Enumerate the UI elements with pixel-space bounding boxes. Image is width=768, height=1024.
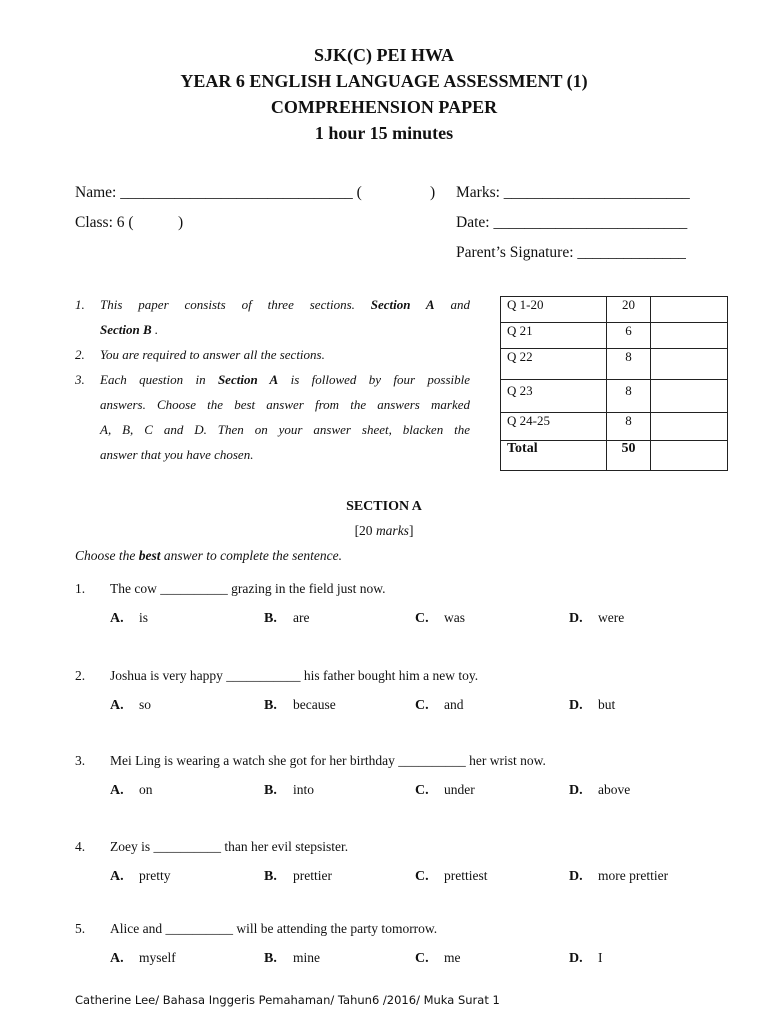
option-text: pretty (139, 868, 171, 883)
table-cell-question: Q 22 (501, 349, 607, 380)
date-field: Date: _________________________ (456, 214, 688, 231)
answer-option (110, 950, 176, 967)
table-cell-total-value: 50 (607, 441, 651, 471)
table-cell-marks: 8 (607, 380, 651, 413)
table-cell-score (651, 441, 728, 471)
answer-option (415, 950, 461, 967)
instruction-1-line-2: Section B . (100, 322, 159, 337)
question-number: 5. (75, 921, 86, 936)
paper-title: COMPREHENSION PAPER (270, 97, 498, 117)
option-text: more prettier (598, 868, 669, 883)
question-text: Zoey is __________ than her evil stepsister. (110, 839, 349, 854)
table-cell-marks: 8 (607, 413, 651, 441)
option-text: mine (293, 950, 320, 965)
instruction-3-line-4: answer that you have chosen. (100, 447, 254, 462)
option-letter: C. (415, 869, 429, 884)
option-letter: A. (110, 698, 124, 713)
question-text: The cow __________ grazing in the field just now. (110, 581, 386, 596)
option-text: prettiest (444, 868, 488, 883)
table-row (501, 323, 728, 349)
school-name: SJK(C) PEI HWA (313, 45, 454, 65)
table-cell-score (651, 413, 728, 441)
option-letter: B. (264, 869, 277, 884)
answer-option (264, 868, 332, 885)
option-text: is (139, 610, 149, 625)
option-text: me (444, 950, 461, 965)
answer-option (110, 782, 153, 799)
option-letter: B. (264, 698, 277, 713)
option-text: was (444, 610, 465, 625)
answer-option (569, 950, 603, 967)
option-letter: C. (415, 611, 429, 626)
answer-option (110, 697, 151, 714)
option-text: myself (139, 950, 176, 965)
option-letter: B. (264, 611, 277, 626)
answer-option (415, 868, 488, 885)
answer-option (569, 868, 668, 885)
table-cell-marks: 6 (607, 323, 651, 349)
name-field-close: ) (430, 184, 436, 201)
option-letter: C. (415, 951, 429, 966)
option-text: above (598, 782, 631, 797)
instructions (75, 297, 470, 477)
option-text: I (598, 950, 603, 965)
question-number: 2. (75, 668, 86, 683)
assessment-title: YEAR 6 ENGLISH LANGUAGE ASSESSMENT (1) (180, 71, 588, 91)
table-row (501, 297, 728, 323)
option-letter: D. (569, 611, 583, 626)
option-letter: D. (569, 869, 583, 884)
option-letter: B. (264, 783, 277, 798)
question-text: Mei Ling is wearing a watch she got for her birthday __________ her wrist now. (110, 753, 546, 768)
table-cell-marks: 8 (607, 349, 651, 380)
option-letter: A. (110, 783, 124, 798)
option-text: because (293, 697, 336, 712)
answer-option (569, 697, 615, 714)
option-text: but (598, 697, 616, 712)
answer-option (415, 782, 475, 799)
answer-option (264, 697, 336, 714)
answer-option (264, 950, 320, 967)
table-cell-score (651, 349, 728, 380)
option-letter: A. (110, 611, 124, 626)
instruction-num: 2. (75, 347, 85, 362)
option-text: on (139, 782, 153, 797)
table-cell-score (651, 380, 728, 413)
option-letter: C. (415, 783, 429, 798)
option-text: are (293, 610, 310, 625)
option-letter: A. (110, 951, 124, 966)
question-number: 4. (75, 839, 86, 854)
instruction-3-line-3: A, B, C and D. Then on your answer sheet, blacken the (100, 422, 470, 437)
marks-table (500, 296, 728, 471)
question-number: 1. (75, 581, 86, 596)
duration: 1 hour 15 minutes (314, 123, 454, 143)
instruction-num: 3. (75, 372, 85, 387)
marks-field: Marks: ________________________ (456, 184, 690, 201)
instruction-3-line-1: Each question in Section A is followed by four possible (100, 372, 471, 387)
option-text: prettier (293, 868, 332, 883)
answer-option (415, 610, 465, 627)
instruction-num: 1. (75, 297, 85, 312)
question-number: 3. (75, 753, 86, 768)
option-text: under (444, 782, 475, 797)
option-letter: B. (264, 951, 277, 966)
option-letter: A. (110, 869, 124, 884)
table-row (501, 349, 728, 380)
option-letter: D. (569, 698, 583, 713)
class-field-close: ) (178, 214, 184, 231)
answer-option (110, 610, 148, 627)
table-cell-marks: 20 (607, 297, 651, 323)
option-text: into (293, 782, 315, 797)
table-cell-question: Q 24-25 (501, 413, 607, 441)
table-row-total (501, 441, 728, 471)
option-text: and (444, 697, 464, 712)
option-letter: C. (415, 698, 429, 713)
footer: Catherine Lee/ Bahasa Inggeris Pemahaman/ Tahun6 /2016/ Muka Surat 1 (75, 993, 500, 1007)
class-field: Class: 6 ( (75, 214, 134, 231)
answer-option (569, 782, 630, 799)
answer-option (264, 610, 309, 627)
answer-option (110, 868, 171, 885)
instruction-3-line-2: answers. Choose the best answer from the answers marked (100, 397, 470, 412)
table-cell-question: Q 21 (501, 323, 607, 349)
section-a-marks: [20 marks] (354, 523, 414, 538)
table-cell-total-label: Total (501, 441, 607, 471)
answer-option (415, 697, 464, 714)
answer-option (264, 782, 314, 799)
question-text: Alice and __________ will be attending the party tomorrow. (110, 921, 438, 936)
table-cell-question: Q 23 (501, 380, 607, 413)
answer-option (569, 610, 624, 627)
name-field: Name: ______________________________ ( (75, 184, 362, 201)
table-cell-question: Q 1-20 (501, 297, 607, 323)
table-cell-score (651, 323, 728, 349)
question-text: Joshua is very happy ___________ his father bought him a new toy. (110, 668, 479, 683)
option-text: were (598, 610, 625, 625)
option-letter: D. (569, 783, 583, 798)
table-row (501, 413, 728, 441)
section-a-instruction: Choose the best answer to complete the sentence. (75, 548, 342, 563)
instruction-1-line-1: This paper consists of three sections. Section A and (100, 297, 470, 312)
option-text: so (139, 697, 152, 712)
section-a-title: SECTION A (346, 499, 422, 514)
table-row (501, 380, 728, 413)
option-letter: D. (569, 951, 583, 966)
instruction-2: You are required to answer all the sections. (100, 347, 325, 362)
table-cell-score (651, 297, 728, 323)
parent-signature-field: Parent’s Signature: ______________ (456, 244, 686, 261)
